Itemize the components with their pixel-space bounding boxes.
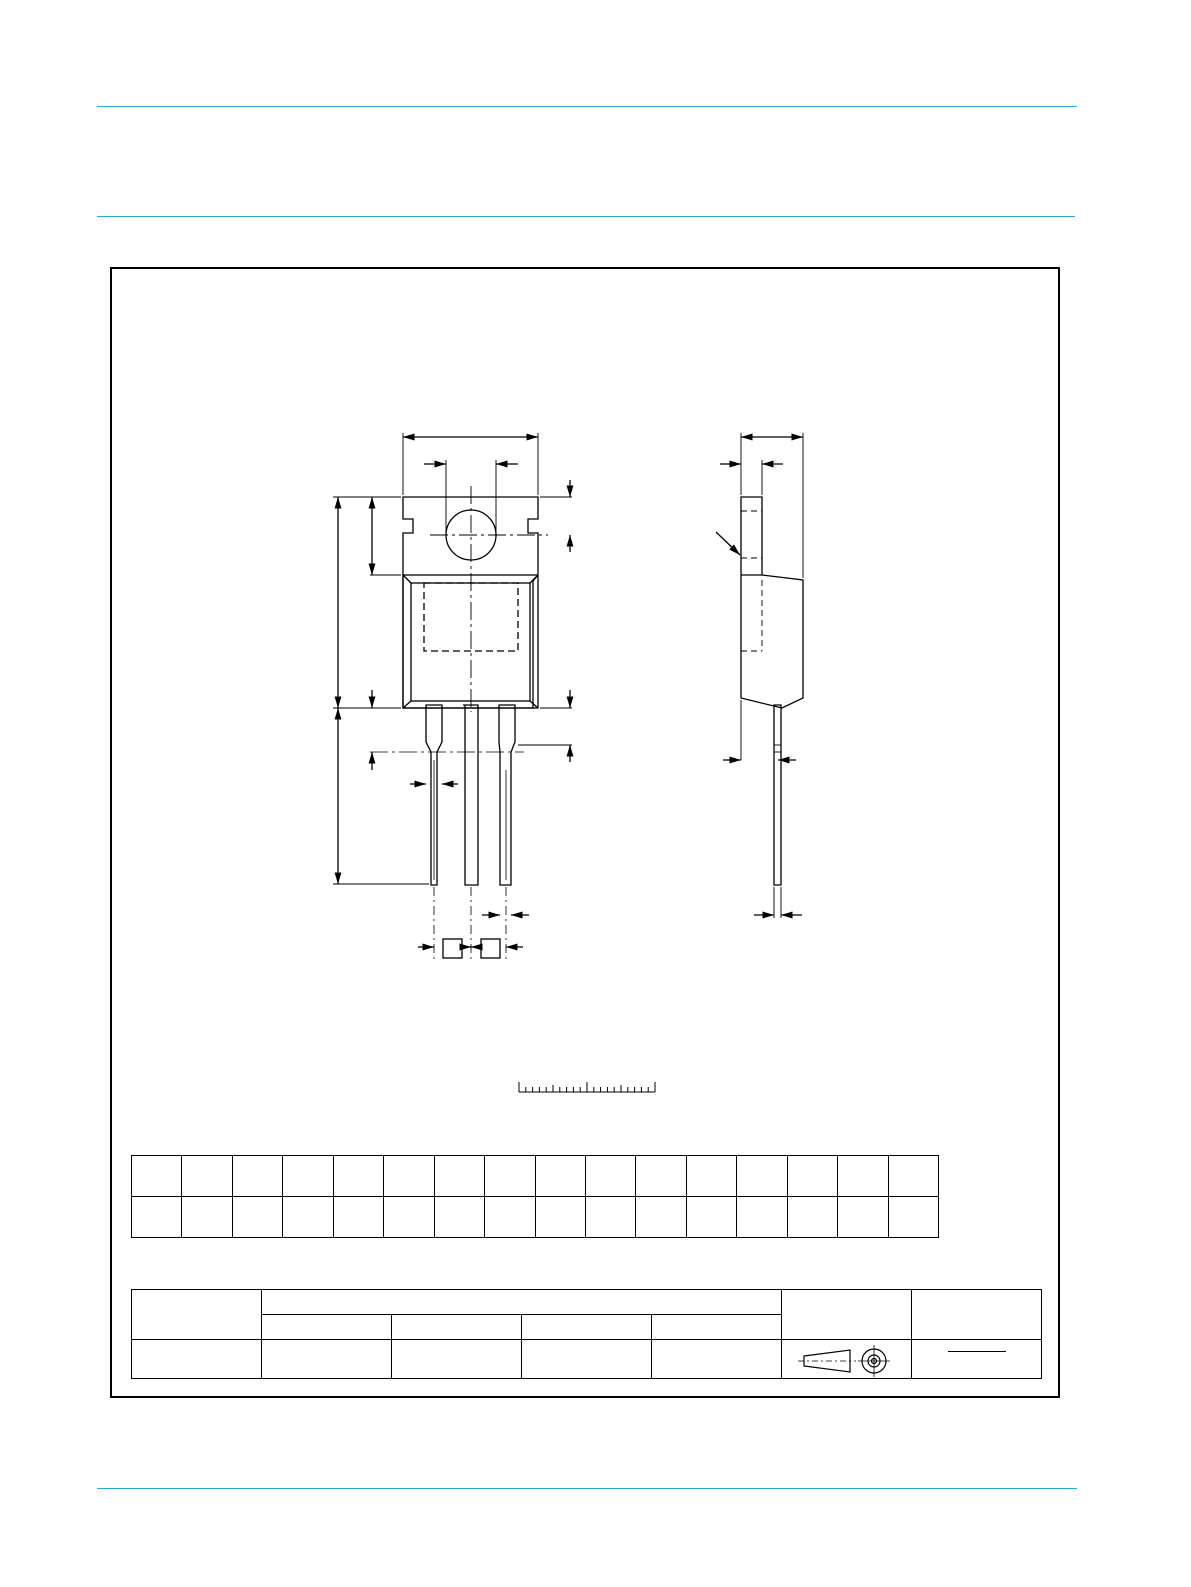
table-cell <box>333 1197 383 1238</box>
table-cell <box>888 1197 938 1238</box>
table-row <box>132 1156 939 1197</box>
table-cell <box>838 1197 888 1238</box>
lead-2 <box>463 705 478 885</box>
lead-3 <box>499 705 515 885</box>
extra-value <box>652 1340 782 1379</box>
side-body <box>741 497 803 708</box>
table-cell <box>535 1197 585 1238</box>
issue-date-divider <box>948 1351 1006 1352</box>
european-projection-header-cell <box>782 1290 912 1340</box>
table-cell <box>283 1156 333 1197</box>
side-view <box>716 433 803 918</box>
molded-body-inner <box>411 583 530 701</box>
projection-method-icon <box>782 1340 912 1379</box>
table-cell <box>485 1197 535 1238</box>
reference-extra-cell <box>652 1315 782 1340</box>
basic-dimension-box-2 <box>481 939 500 958</box>
table-cell <box>636 1156 686 1197</box>
table-cell <box>384 1156 434 1197</box>
table-cell <box>888 1156 938 1197</box>
outline-version-value <box>132 1340 262 1379</box>
dimension-table <box>131 1155 939 1238</box>
references-header-cell <box>262 1290 782 1315</box>
table-cell <box>434 1156 484 1197</box>
table-cell <box>636 1197 686 1238</box>
front-view <box>333 433 572 960</box>
reference-jeita-cell <box>522 1315 652 1340</box>
reference-iec-cell <box>262 1315 392 1340</box>
table-cell <box>182 1156 232 1197</box>
table-cell <box>585 1197 635 1238</box>
table-cell <box>132 1156 182 1197</box>
table-cell <box>182 1197 232 1238</box>
table-cell <box>686 1197 736 1238</box>
table-cell <box>737 1197 787 1238</box>
table-cell <box>485 1156 535 1197</box>
table-cell <box>838 1156 888 1197</box>
outline-version-table <box>131 1289 1042 1379</box>
table-cell <box>585 1156 635 1197</box>
jeita-value <box>522 1340 652 1379</box>
table-cell <box>283 1197 333 1238</box>
basic-dimension-box-1 <box>443 939 462 958</box>
table-cell <box>787 1197 837 1238</box>
reference-jedec-cell <box>392 1315 522 1340</box>
table-cell <box>434 1197 484 1238</box>
issue-date-value <box>912 1340 1042 1379</box>
issue-date-header-cell <box>912 1290 1042 1340</box>
table-cell <box>232 1197 282 1238</box>
table-row <box>132 1197 939 1238</box>
side-lead <box>774 705 781 885</box>
projection-symbol-cell <box>782 1340 912 1379</box>
table-cell <box>232 1156 282 1197</box>
scale-bar <box>519 1082 655 1092</box>
outline-version-cell <box>132 1290 262 1340</box>
table-cell <box>384 1197 434 1238</box>
jedec-value <box>392 1340 522 1379</box>
table-cell <box>686 1156 736 1197</box>
table-cell <box>787 1156 837 1197</box>
table-cell <box>737 1156 787 1197</box>
iec-value <box>262 1340 392 1379</box>
table-cell <box>333 1156 383 1197</box>
table-cell <box>535 1156 585 1197</box>
leader-arrow <box>716 532 740 555</box>
table-cell <box>132 1197 182 1238</box>
